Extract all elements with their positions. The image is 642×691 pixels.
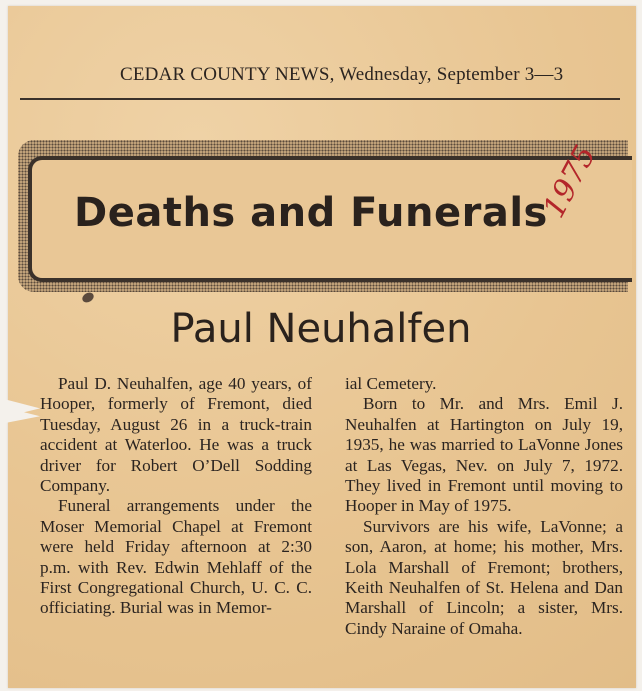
obituary-column-right bbox=[345, 374, 623, 639]
obituary-paragraph: Funeral arrangements under the Moser Memorial Chapel at Fremont were held Friday afternoon at 2:30 p.m. with Rev. Edwin Mehlaff of the First Congregational Church, U. C. C. officiating. Burial was in Memor- bbox=[40, 496, 312, 618]
handwritten-year-note: 1975 bbox=[536, 139, 604, 224]
obituary-column-left bbox=[40, 374, 312, 619]
obituary-paragraph: Paul D. Neuhalfen, age 40 years, of Hooper, formerly of Fremont, died Tuesday, August 26 in a truck-train accident at Waterloo. He was a truck driver for Robert O’Dell Sodding Company. bbox=[40, 374, 312, 496]
newspaper-masthead: CEDAR COUNTY NEWS, Wednesday, September 3—3 bbox=[120, 64, 564, 85]
obituary-paragraph: ial Cemetery. bbox=[345, 374, 437, 393]
section-title: Deaths and Funerals bbox=[74, 190, 548, 236]
obituary-paragraph: Born to Mr. and Mrs. Emil J. Neuhalfen at Hartington on July 19, 1935, he was married to LaVonne Jones at Las Vegas, Nev. on July 7, 1972. They lived in Fremont until moving to Hooper in May of 1975. bbox=[345, 394, 623, 516]
obituary-name-heading: Paul Neuhalfen bbox=[170, 306, 472, 352]
obituary-paragraph: Survivors are his wife, LaVonne; a son, Aaron, at home; his mother, Mrs. Lola Marshall of Fremont; brothers, Keith Neuhalfen of St. Helena and Dan Marshall of Lincoln; a sister, Mrs. Cindy Naraine of Omaha. bbox=[345, 516, 623, 638]
masthead-rule bbox=[20, 98, 620, 100]
